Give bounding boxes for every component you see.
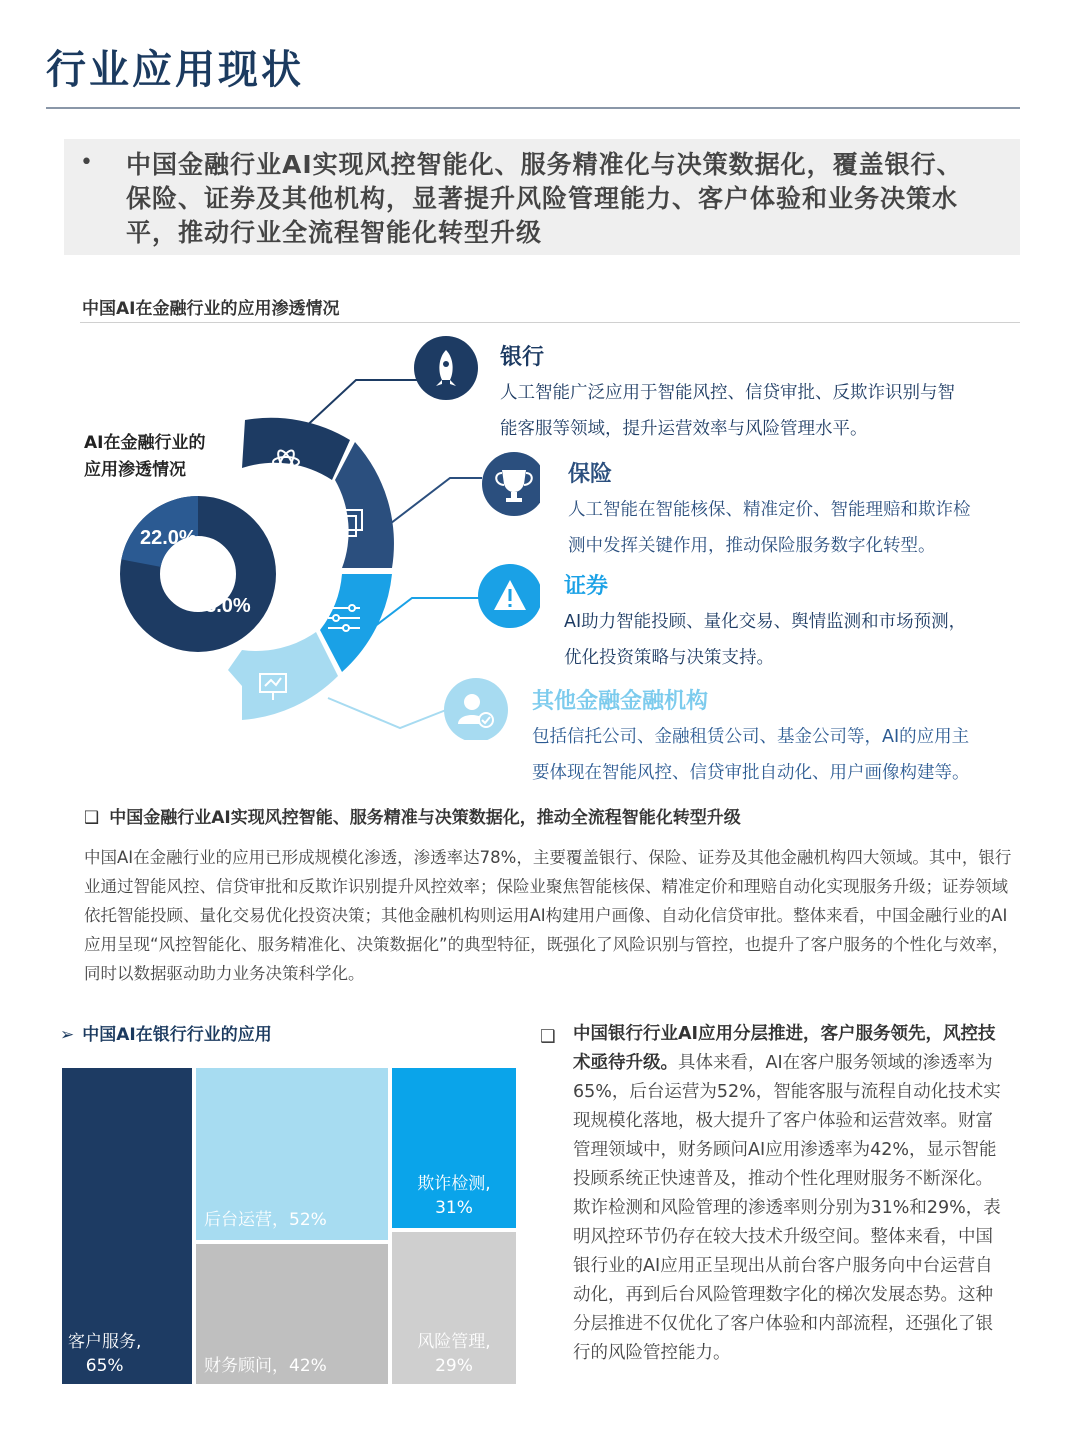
category-other-desc-line2: 要体现在智能风控、信贷审批自动化、用户画像构建等。	[532, 763, 970, 783]
summary-text: 中国金融行业AI实现风控智能化、服务精准化与决策数据化，覆盖银行、保险、证券及其他机构，显著提升风险管理能力、客户体验和业务决策水平，推动行业全流程智能化转型升级	[126, 150, 963, 247]
category-securities	[564, 569, 1044, 676]
treemap-label-fraud-detection: 欺诈检测, 31%	[417, 1174, 491, 1218]
category-other-desc-line1: 包括信托公司、金融租赁公司、基金公司等，AI的应用主	[532, 727, 970, 747]
analysis-body: 中国AI在金融行业的应用已形成规模化渗透，渗透率达78%，主要覆盖银行、保险、证券及其他金融机构四大领域。其中，银行业通过智能风控、信贷审批和反欺诈识别提升风控效率；保险业聚焦智能核保、精准定价和理赔自动化实现服务升级；证券领域依托智能投顾、量化交易优化投资决策；其他金融机构则运用AI构建用户画像、自动化信贷审批。整体来看，中国金融行业的AI应用呈现“风控智能化、服务精准化、决策数据化”的典型特征，既强化了风险识别与管控，也提升了客户服务的个性化与效率，同时以数据驱动助力业务决策科学化。	[84, 848, 1012, 983]
category-insurance-title: 保险	[568, 462, 613, 487]
category-bank-desc-line2: 能客服等领域，提升运营效率与风险管理水平。	[500, 419, 868, 439]
trophy-icon	[482, 452, 540, 516]
donut-title-line1: AI在金融行业的	[84, 433, 206, 453]
category-ring	[220, 330, 540, 740]
treemap-tile-customer-service	[60, 1066, 194, 1386]
ring-segment-bank	[242, 418, 350, 480]
ring-segment-insurance	[335, 442, 394, 568]
category-bank	[500, 340, 1040, 447]
connector-other	[328, 698, 446, 728]
title-divider	[46, 107, 1020, 109]
section-divider	[80, 322, 1020, 323]
treemap-label-back-office: 后台运营，52%	[204, 1210, 327, 1230]
donut-light-label: 22.0%	[140, 527, 197, 549]
treemap-tile-fraud-detection	[390, 1066, 518, 1230]
category-other-title: 其他金融金融机构	[532, 689, 709, 714]
bank-analysis-paragraph	[573, 1020, 1010, 1368]
bank-analysis	[540, 1020, 1010, 1368]
checkbox-icon: ❑	[84, 808, 100, 828]
analysis-heading	[84, 803, 741, 828]
bank-treemap	[60, 1066, 518, 1386]
bank-section-title-text: 中国AI在银行行业的应用	[82, 1025, 272, 1045]
checkbox-icon: ❑	[540, 1027, 556, 1047]
summary-bullet: •	[80, 150, 93, 175]
bank-analysis-body: 具体来看，AI在客户服务领域的渗透率为65%，后台运营为52%，智能客服与流程自动化技术实现规模化落地，极大提升了客户体验和运营效率。财富管理领域中，财务顾问AI应用渗透率为42%，显示智能投顾系统正快速普及，推动个性化理财服务不断深化。欺诈检测和风险管理的渗透率则分别为31%和29%，表明风控环节仍存在较大技术升级空间。整体来看，中国银行业的AI应用正呈现出从前台客户服务向中台运营自动化，再到后台风险管理数字化的梯次发展态势。这种分层推进不仅优化了客户体验和内部流程，还强化了银行的风险管控能力。	[573, 1053, 1001, 1363]
category-bank-title: 银行	[500, 345, 545, 370]
category-bank-desc-line1: 人工智能广泛应用于智能风控、信贷审批、反欺诈识别与智	[500, 383, 955, 403]
donut-dark-label: 78.0%	[194, 595, 251, 617]
category-insurance	[568, 457, 1048, 564]
warning-icon	[478, 564, 540, 628]
category-securities-desc-line1: AI助力智能投顾、量化交易、舆情监测和市场预测，	[564, 612, 967, 632]
treemap-tile-financial-advisor	[194, 1242, 390, 1386]
treemap-tile-back-office	[194, 1066, 390, 1242]
treemap-label-risk-management: 风险管理, 29%	[417, 1332, 491, 1376]
page-title: 行业应用现状	[46, 47, 304, 93]
category-securities-title: 证券	[564, 574, 609, 599]
treemap-tile-risk-management	[390, 1230, 518, 1386]
connector-bank	[300, 380, 420, 432]
category-other	[532, 684, 1042, 791]
connector-insurance	[382, 478, 482, 530]
category-securities-desc-line2: 优化投资策略与决策支持。	[564, 648, 774, 668]
analysis-heading-text: 中国金融行业AI实现风控智能、服务精准与决策数据化，推动全流程智能化转型升级	[109, 808, 741, 828]
sliders-icon	[328, 605, 360, 631]
user-check-icon	[444, 678, 508, 740]
penetration-section-title: 中国AI在金融行业的应用渗透情况	[82, 299, 340, 319]
bank-section-title	[60, 1020, 272, 1045]
ring-segment-securities	[320, 574, 392, 672]
ring-segment-other	[228, 632, 338, 720]
bank-analysis-heading: 中国银行行业AI应用分层推进，客户服务领先，风控技术亟待升级。	[573, 1024, 996, 1073]
category-insurance-desc-line1: 人工智能在智能核保、精准定价、智能理赔和欺诈检	[568, 500, 971, 520]
treemap-label-financial-advisor: 财务顾问，42%	[204, 1356, 327, 1376]
category-insurance-desc-line2: 测中发挥关键作用，推动保险服务数字化转型。	[568, 536, 936, 556]
donut-title-line2: 应用渗透情况	[84, 460, 186, 480]
treemap-label-customer-service: 客户服务, 65%	[68, 1332, 142, 1376]
rocket-icon	[414, 336, 478, 400]
connector-securities	[370, 598, 482, 630]
arrow-icon: ➢	[60, 1025, 75, 1045]
